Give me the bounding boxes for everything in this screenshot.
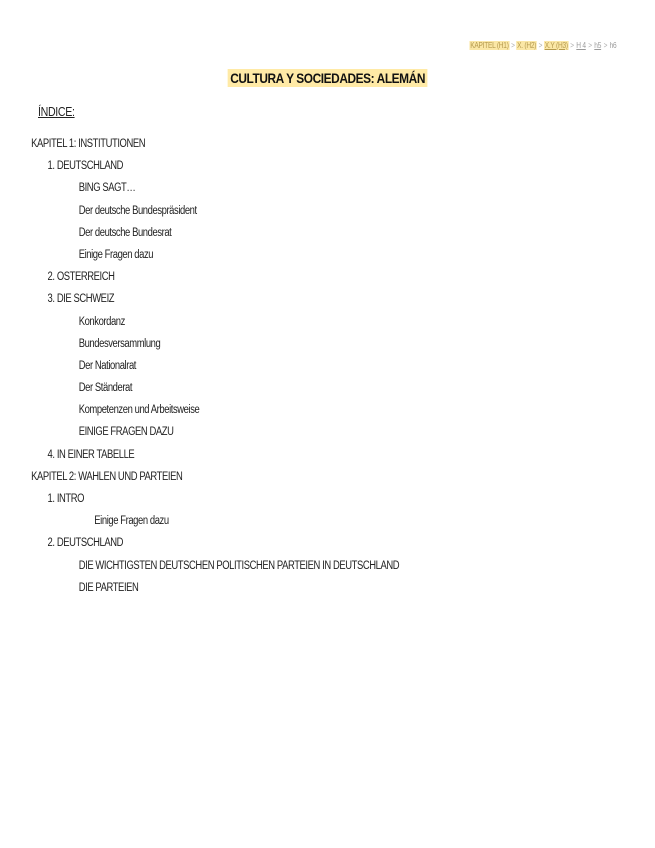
toc-entry-level-1[interactable]: 1. INTRO xyxy=(47,493,85,505)
legend-separator: > xyxy=(603,41,607,50)
legend-separator: > xyxy=(570,41,574,50)
legend-separator: > xyxy=(510,41,515,50)
toc-entry-level-0[interactable]: KAPITEL 2: WAHLEN UND PARTEIEN xyxy=(31,470,183,483)
toc-entry-level-2[interactable]: DIE WICHTIGSTEN DEUTSCHEN POLITISCHEN PARTEIEN IN DEUTSCHLAND xyxy=(78,559,400,572)
index-heading: ÍNDICE: xyxy=(38,105,75,119)
legend-item-h3: X.Y (H3) xyxy=(544,41,568,50)
legend-item-h6: h6 xyxy=(609,41,617,50)
document-title: CULTURA Y SOCIEDADES: ALEMÁN xyxy=(228,69,428,87)
toc-entry-level-2[interactable]: Der deutsche Bundespräsident xyxy=(78,204,197,217)
legend-separator: > xyxy=(538,41,543,50)
legend-item-h4: H 4 xyxy=(576,41,586,50)
legend-item-h2: X. (H2) xyxy=(516,41,536,50)
toc-entry-level-2[interactable]: EINIGE FRAGEN DAZU xyxy=(78,426,174,439)
toc-entry-level-1[interactable]: 2. ÖSTERREICH xyxy=(47,271,115,284)
toc-entry-level-1[interactable]: 1. DEUTSCHLAND xyxy=(47,160,124,173)
toc-entry-level-1[interactable]: 4. IN EINER TABELLE xyxy=(47,448,135,461)
toc-entry-level-2[interactable]: Der deutsche Bundesrat xyxy=(78,226,172,239)
legend-item-h1: KAPITEL (H1) xyxy=(470,41,509,50)
toc-entry-level-0[interactable]: KAPITEL 1: INSTITUTIONEN xyxy=(31,138,146,150)
toc-entry-level-1[interactable]: 2. DEUTSCHLAND xyxy=(47,537,124,550)
toc-entry-level-3[interactable]: Einige Fragen dazu xyxy=(94,515,169,528)
heading-level-legend xyxy=(469,41,617,50)
toc-entry-level-1[interactable]: 3. DIE SCHWEIZ xyxy=(47,293,115,306)
toc-entry-level-2[interactable]: Bundesversammlung xyxy=(78,337,161,350)
legend-item-h5: h5 xyxy=(594,41,601,50)
toc-entry-level-2[interactable]: Der Nationalrat xyxy=(78,359,136,372)
toc-entry-level-2[interactable]: Kompetenzen und Arbeitsweise xyxy=(78,404,200,417)
toc-entry-level-2[interactable]: DIE PARTEIEN xyxy=(78,581,139,594)
toc-entry-level-2[interactable]: BING SAGT… xyxy=(78,182,136,195)
toc-entry-level-2[interactable]: Einige Fragen dazu xyxy=(78,248,154,261)
toc-entry-level-2[interactable]: Der Ständerat xyxy=(78,382,133,395)
title-container xyxy=(0,69,655,88)
table-of-contents xyxy=(0,133,655,599)
legend-separator: > xyxy=(587,41,592,50)
toc-entry-level-2[interactable]: Konkordanz xyxy=(78,315,125,328)
